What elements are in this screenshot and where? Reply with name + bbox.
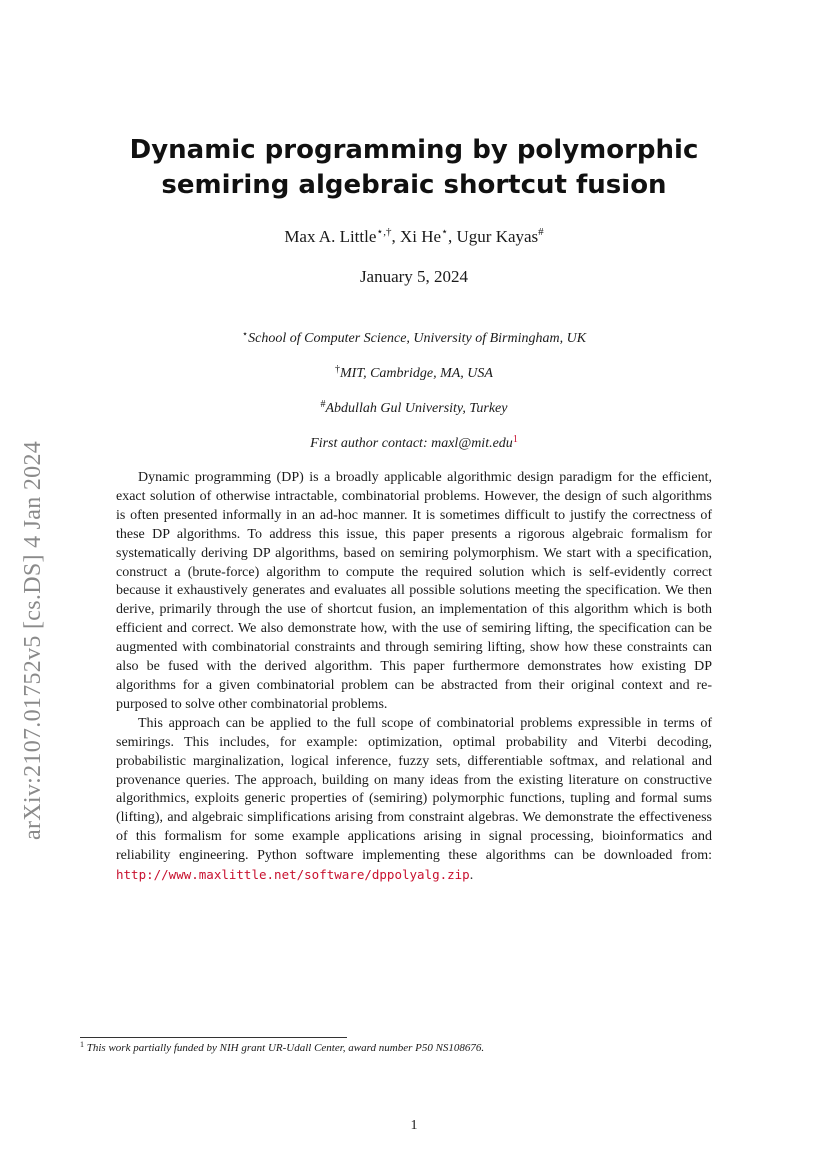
abstract-paragraph: Dynamic programming (DP) is a broadly applicable algorithmic design paradigm for the efficient, exact solution of otherwise intractable, combinatorial problems. However, the design of such algorithms is often presented informally in an ad-hoc manner. It is sometimes difficult to justify the correctness of these DP algorithms. To address this issue, this paper presents a rigorous algebraic formalism for systematically deriving DP algorithms, based on semiring polymorphism. We start with a specification, construct a (brute-force) algorithm to compute the required solution which is self-evidently correct because it exhaustively generates and evaluates all possible solutions meeting the specification. We then derive, primarily through the use of shortcut fusion, an implementation of this algorithm which is both efficient and correct. We also demonstrate how, with the use of semiring lifting, the specification can be augmented with combinatorial constraints and through semiring lifting, show how these constraints can also be fused with the derived algorithm. This paper furthermore demonstrates how existing DP algorithms for a given combinatorial problem can be abstracted from their original context and re-purposed to solve other combinatorial problems. (116, 470, 712, 712)
author-name: Max A. Little (284, 227, 377, 246)
paper-date: January 5, 2024 (359, 267, 469, 286)
author-name: Ugur Kayas (456, 227, 539, 246)
author-marks: ⋆ (441, 226, 448, 238)
paper-title: Dynamic programming by polymorphic semiring algebraic shortcut fusion (129, 135, 699, 200)
page-number: 1 (410, 1118, 418, 1133)
author-contact: First author contact: maxl@mit.edu$^1$ (310, 434, 518, 451)
affiliation-list (116, 329, 712, 454)
software-download-link[interactable]: http://www.maxlittle.net/software/dppolyalg.zip (116, 867, 470, 883)
author-marks: # (538, 226, 544, 238)
abstract-paragraph: This approach can be applied to the full scope of combinatorial problems expressible in terms of semirings. This includes, for example: optimization, optimal probability and Viterbi decoding, probabilistic marginalization, logical inference, fuzzy sets, differentiable softmax, and relational and provenance queries. The approach, building on many ideas from the existing literature on constructive algorithmics, exploits generic properties of (semiring) polymorphic functions, tupling and formal sums (lifting), and algebraic simplifications arising from constraint algebras. We demonstrate the effectiveness of this formalism for some example applications arising in signal processing, bioinformatics and reliability engineering. Python software implementing these algorithms can be downloaded from: http://www.maxlittle.net/software/dppolyalg.zip. (116, 715, 712, 884)
arxiv-stamp: arXiv:2107.01752v5 [cs.DS] 4 Jan 2024 (20, 440, 46, 840)
abstract (116, 469, 712, 886)
footnote-ref[interactable]: 1 (512, 434, 518, 445)
footnote: $^1$ This work partially funded by NIH grant UR-Udall Center, award number P50 NS108676. (80, 1040, 485, 1054)
affiliation: ⋆School of Computer Science, University of Birmingham, UK (241, 329, 587, 346)
author-name: Xi He (400, 227, 442, 246)
affiliation: †MIT, Cambridge, MA, USA (335, 364, 493, 381)
affiliation: #Abdullah Gul University, Turkey (320, 399, 508, 416)
paper-page (116, 0, 712, 886)
footnote-divider (80, 1037, 347, 1038)
author-marks: ⋆,† (376, 226, 392, 238)
author-list: Max A. Little⋆,†, Xi He⋆, Ugur Kayas# (284, 226, 544, 246)
